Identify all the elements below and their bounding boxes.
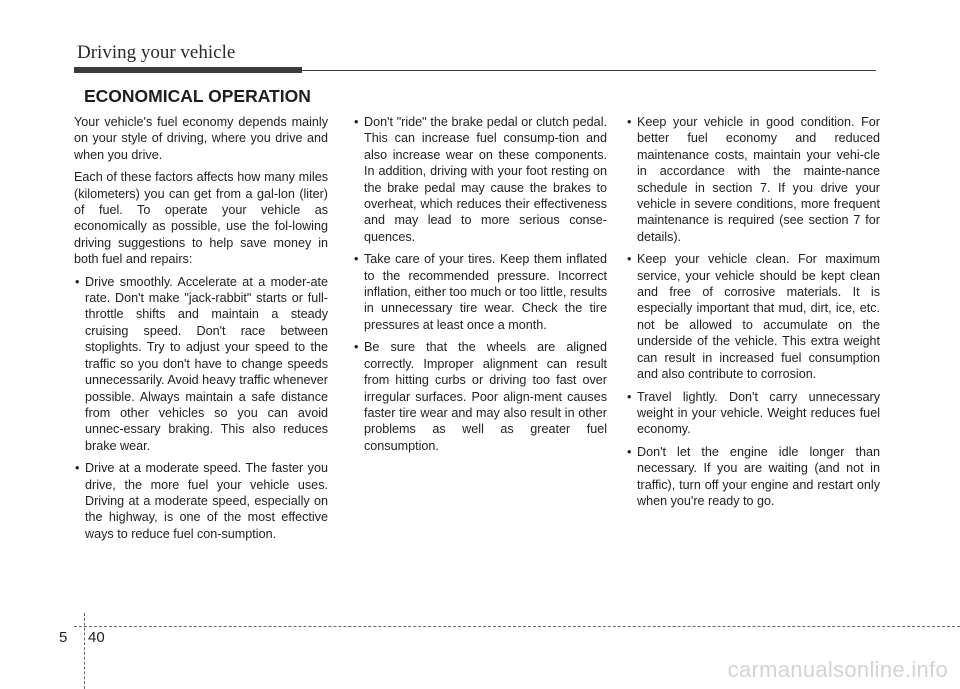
bullet-icon: • — [354, 115, 359, 129]
footer-divider — [84, 613, 85, 689]
running-header: Driving your vehicle — [77, 42, 236, 63]
tips-list-3 — [626, 114, 880, 509]
bullet-icon: • — [627, 252, 632, 267]
header-accent-bar — [74, 67, 302, 73]
footer-rule — [74, 626, 960, 627]
section-title: ECONOMICAL OPERATION — [84, 86, 311, 106]
list-item: • Drive smoothly. Accelerate at a moder-ate rate. Don't make "jack-rabbit" starts or full-throttle shifts and maintain a steady cruising speed. Don't race between stoplights. Try to adjust your speed to the traffic so you don't have to change speeds unnecessarily. Avoid heavy traffic whenever possible. Always maintain a safe distance from other vehicles so you can avoid unnec-essary braking. This also reduces brake wear. — [75, 274, 328, 453]
bullet-icon: • — [75, 461, 80, 476]
watermark: carmanualsonline.info — [727, 657, 948, 682]
list-item: • Be sure that the wheels are aligned correctly. Improper alignment can result from hitting curbs or driving too fast over irregular surfaces. Poor align-ment causes faster tire wear and may also result in other problems as well as greater fuel consumption. — [354, 340, 607, 453]
tips-list-2 — [353, 114, 607, 454]
tips-list-1 — [74, 274, 328, 543]
list-item: • Keep your vehicle clean. For maximum service, your vehicle should be kept clean and free of corrosive materials. It is especially important that mud, dirt, ice, etc. not be allowed to accumulate on the underside of the vehicle. This extra weight can result in increased fuel consumption and also contribute to corrosion. — [627, 252, 880, 382]
section-number: 5 — [59, 629, 68, 646]
bullet-icon: • — [75, 274, 80, 289]
list-item: • Take care of your tires. Keep them inflated to the recommended pressure. Incorrect inflation, either too much or too little, results in unnecessary tire wear. Check the tire pressures at least once a month. — [354, 252, 607, 332]
bullet-icon: • — [354, 252, 359, 267]
intro-paragraph-2: Each of these factors affects how many miles (kilometers) you can get from a gal-lon (liter) of fuel. To operate your vehicle as economically as possible, use the fol-lowing driving suggestions to help save money in both fuel and repairs: — [74, 170, 328, 267]
list-item: • Travel lightly. Don't carry unnecessary weight in your vehicle. Weight reduces fuel economy. — [627, 389, 880, 437]
list-item: • Keep your vehicle in good condition. For better fuel economy and reduced maintenance costs, maintain your vehi-cle in accordance with the mainte-nance schedule in section 7. If you drive your vehicle in severe conditions, more frequent maintenance is required (see section 7 for details). — [627, 115, 880, 244]
column-1 — [74, 114, 328, 548]
header-rule — [302, 70, 876, 71]
list-item: • Don't let the engine idle longer than necessary. If you are waiting (and not in traffic), turn off your engine and restart only when you're ready to go. — [627, 444, 880, 508]
column-3 — [626, 114, 880, 515]
bullet-icon: • — [627, 389, 632, 404]
bullet-icon: • — [627, 444, 632, 459]
bullet-icon: • — [627, 115, 632, 129]
intro-paragraph-1: Your vehicle's fuel economy depends mainly on your style of driving, where you drive and when you drive. — [74, 115, 328, 162]
page-number: 40 — [88, 629, 105, 646]
bullet-icon: • — [354, 340, 359, 355]
column-2 — [353, 114, 607, 460]
list-item: • Drive at a moderate speed. The faster you drive, the more fuel your vehicle uses. Driving at a moderate speed, especially on the highway, is one of the most effective ways to reduce fuel con-sumption. — [75, 461, 328, 541]
list-item: • Don't "ride" the brake pedal or clutch pedal. This can increase fuel consump-tion and also increase wear on these components. In addition, driving with your foot resting on the brake pedal may cause the brakes to overheat, which reduces their effectiveness and may lead to more serious conse-quences. — [354, 115, 607, 244]
